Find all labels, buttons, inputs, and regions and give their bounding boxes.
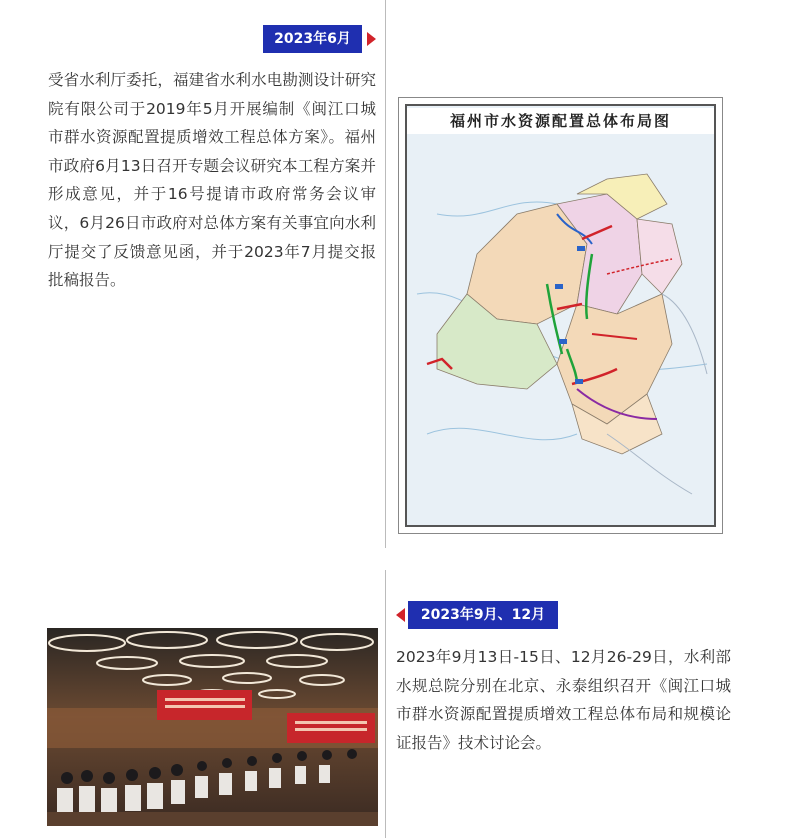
timeline-marker-arrow-left-icon [396,608,405,622]
date-badge-sep-dec-2023: 2023年9月、12月 [408,601,558,629]
map-graphic [407,134,716,527]
water-resource-map[interactable] [398,97,723,534]
timeline-line-bottom [385,570,386,838]
timeline-line-top [385,0,386,548]
meeting-photo[interactable] [47,628,378,826]
map-title: 福州市水资源配置总体布局图 [407,108,714,135]
section2-paragraph: 2023年9月13日-15日、12月26-29日，水利部水规总院分别在北京、永泰组织召开《闽江口城市群水资源配置提质增效工程总体布局和规模论证报告》技术讨论会。 [396,648,731,752]
timeline-marker-arrow-right-icon [367,32,376,46]
meeting-photo-graphic [47,628,378,826]
section1-paragraph: 受省水利厅委托，福建省水利水电勘测设计研究院有限公司于2019年5月开展编制《闽江口城市群水资源配置提质增效工程总体方案》。福州市政府6月13日召开专题会议研究本工程方案并形成意见，并于16号提请市政府常务会议审议，6月26日市政府对总体方案有关事宜向水利厅提交了反馈意见函，并于2023年7月提交报批稿报告。 [48,71,376,290]
date-badge-june-2023: 2023年6月 [263,25,362,53]
map-inner-frame [405,104,716,527]
